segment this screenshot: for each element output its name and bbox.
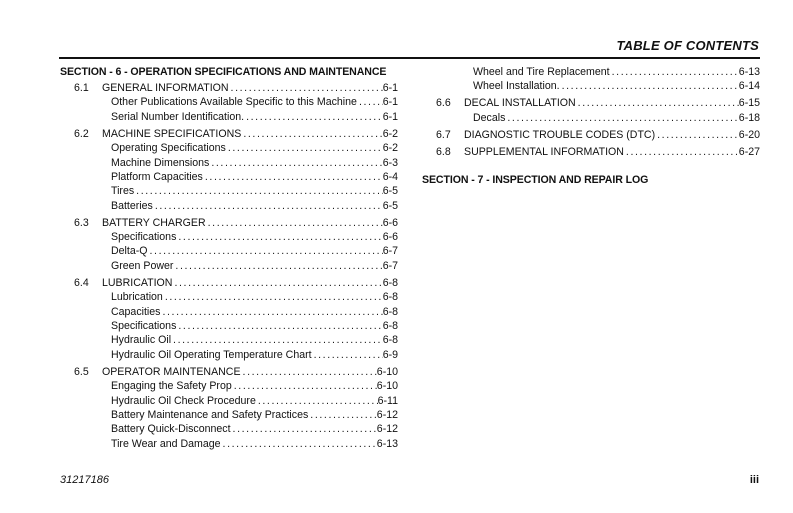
entry-title: Batteries (111, 199, 153, 212)
indent (60, 379, 111, 393)
entry-page: 6-5 (382, 199, 398, 212)
dot-leader (576, 96, 739, 110)
toc-group (60, 216, 398, 274)
dot-leader (232, 379, 377, 393)
toc-group (422, 96, 760, 125)
dot-leader (505, 111, 738, 125)
dot-leader (241, 127, 382, 141)
entry-page: 6-6 (382, 216, 398, 229)
dot-leader (163, 290, 383, 304)
entry-title: Specifications (111, 320, 177, 333)
toc-group (422, 128, 760, 142)
entry-page: 6-2 (382, 142, 398, 155)
dot-leader (176, 230, 382, 244)
indent (422, 111, 473, 125)
dot-leader (226, 141, 383, 155)
toc-section-entry[interactable] (60, 365, 398, 379)
dot-leader (655, 128, 739, 142)
entry-page: 6-5 (382, 185, 398, 198)
entry-title: MACHINE SPECIFICATIONS (102, 127, 242, 140)
entry-title: Hydraulic Oil (111, 334, 172, 347)
dot-leader (153, 199, 383, 213)
page-number: iii (749, 474, 759, 486)
entry-page: 6-13 (738, 66, 760, 78)
indent (60, 422, 111, 436)
entry-page: 6-18 (738, 111, 760, 124)
entry-title: Capacities (111, 305, 161, 318)
entry-page: 6-1 (382, 82, 398, 94)
indent (60, 230, 111, 244)
entry-title: Tire Wear and Damage (111, 437, 221, 450)
toc-group (60, 276, 398, 362)
dot-leader (203, 170, 383, 184)
entry-page: 6-7 (382, 259, 398, 272)
toc-left-column (60, 65, 398, 454)
entry-number: 6.8 (436, 145, 451, 158)
indent (60, 170, 111, 184)
entry-title: Green Power (111, 259, 174, 272)
dot-leader (148, 244, 383, 258)
entry-number: 6.1 (74, 82, 89, 94)
entry-title: Lubrication (111, 291, 163, 304)
entry-title: Operating Specifications (111, 142, 226, 155)
entry-title: Battery Maintenance and Safety Practices (111, 408, 309, 421)
toc-subsection-entry[interactable] (60, 305, 398, 319)
entry-page: 6-10 (376, 380, 398, 393)
indent (60, 290, 111, 304)
entry-page: 6-9 (382, 348, 398, 361)
entry-number: 6.2 (74, 127, 89, 140)
entry-number: 6.7 (436, 128, 451, 141)
toc-subsection-entry[interactable] (60, 379, 398, 393)
entry-page: 6-10 (376, 365, 398, 378)
document-number: 31217186 (60, 474, 109, 486)
indent (60, 95, 111, 109)
entry-page: 6-3 (382, 156, 398, 169)
entry-page: 6-14 (738, 80, 760, 93)
entry-page: 6-15 (738, 97, 760, 110)
entry-title: BATTERY CHARGER (102, 216, 206, 229)
dot-leader (624, 145, 739, 159)
entry-number: 6.5 (74, 365, 89, 378)
entry-title: SUPPLEMENTAL INFORMATION (464, 145, 624, 158)
entry-title: LUBRICATION (102, 276, 173, 289)
indent (422, 79, 473, 93)
toc-subsection-entry[interactable] (60, 319, 398, 333)
toc-section-entry[interactable] (422, 128, 760, 142)
toc-subsection-entry[interactable] (60, 437, 398, 451)
toc-subsection-entry[interactable] (60, 184, 398, 198)
dot-leader (206, 216, 383, 230)
entry-title: Machine Dimensions (111, 156, 210, 169)
entry-title: Battery Quick-Disconnect (111, 423, 231, 436)
dot-leader (209, 156, 382, 170)
entry-number: 6.4 (74, 276, 89, 289)
indent (60, 348, 111, 362)
toc-subsection-entry[interactable] (422, 111, 760, 125)
toc-group (60, 127, 398, 213)
indent (60, 408, 111, 422)
dot-leader (308, 408, 377, 422)
indent (60, 259, 111, 273)
toc-group (60, 81, 398, 124)
dot-leader (134, 184, 383, 198)
entry-page: 6-2 (382, 127, 398, 140)
dot-leader (173, 259, 382, 273)
entry-page: 6-8 (382, 305, 398, 318)
entry-page: 6-7 (382, 245, 398, 258)
entry-title: Other Publications Available Specific to this Machine (111, 96, 357, 109)
toc-subsection-entry[interactable] (60, 110, 398, 124)
toc-subsection-entry[interactable] (60, 422, 398, 436)
indent (60, 305, 111, 319)
entry-page: 6-4 (382, 170, 398, 183)
indent (60, 394, 111, 408)
entry-page: 6-12 (376, 423, 398, 436)
dot-leader (160, 305, 382, 319)
entry-title: Decals (473, 111, 506, 124)
toc-subsection-entry[interactable] (60, 244, 398, 258)
dot-leader (176, 319, 382, 333)
dot-leader (229, 81, 383, 95)
entry-page: 6-6 (382, 231, 398, 244)
entry-title: DIAGNOSTIC TROUBLE CODES (DTC) (464, 128, 656, 141)
toc-subsection-entry[interactable] (60, 333, 398, 347)
toc-subsection-entry[interactable] (60, 348, 398, 362)
entry-page: 6-20 (738, 128, 760, 141)
section-6-heading[interactable]: SECTION - 6 - OPERATION SPECIFICATIONS AND MAINTENANCE (60, 66, 387, 78)
indent (60, 199, 111, 213)
dot-leader (221, 437, 377, 451)
indent (60, 437, 111, 451)
entry-title: Hydraulic Oil Operating Temperature Chart (111, 348, 312, 361)
section-7-heading[interactable]: SECTION - 7 - INSPECTION AND REPAIR LOG (422, 174, 649, 187)
entry-title: Engaging the Safety Prop (111, 380, 232, 393)
dot-leader (244, 110, 383, 124)
entry-title: Wheel Installation. (473, 80, 560, 93)
entry-page: 6-13 (376, 437, 398, 450)
entry-number: 6.6 (436, 97, 451, 110)
toc-subsection-entry[interactable] (60, 199, 398, 213)
toc-subsection-entry[interactable] (422, 65, 760, 79)
entry-title: Serial Number Identification. (111, 110, 245, 123)
entry-page: 6-27 (738, 145, 760, 158)
toc-subsection-entry[interactable] (60, 290, 398, 304)
entry-title: Delta-Q (111, 245, 148, 258)
dot-leader (357, 95, 383, 109)
entry-title: Platform Capacities (111, 170, 203, 183)
toc-subsection-entry[interactable] (422, 79, 760, 93)
indent (60, 244, 111, 258)
indent (60, 184, 111, 198)
toc-subsection-entry[interactable] (60, 95, 398, 109)
toc-subsection-entry[interactable] (60, 141, 398, 155)
toc-right-column (422, 65, 760, 189)
entry-title: DECAL INSTALLATION (464, 97, 576, 110)
entry-page: 6-8 (382, 334, 398, 347)
toc-group (60, 365, 398, 451)
entry-page: 6-11 (377, 394, 398, 407)
page-title: TABLE OF CONTENTS (616, 38, 759, 53)
toc-group (422, 65, 760, 94)
toc-section-entry[interactable] (60, 127, 398, 141)
entry-title: Tires (111, 185, 135, 198)
toc-section-entry[interactable] (60, 216, 398, 230)
toc-section-entry[interactable] (60, 81, 398, 95)
toc-group (422, 145, 760, 159)
entry-page: 6-1 (382, 96, 398, 109)
entry-title: Hydraulic Oil Check Procedure (111, 394, 256, 407)
dot-leader (171, 333, 383, 347)
toc-subsection-entry[interactable] (60, 259, 398, 273)
indent (60, 333, 111, 347)
indent (60, 141, 111, 155)
entry-title: GENERAL INFORMATION (102, 82, 229, 94)
indent (60, 319, 111, 333)
entry-number: 6.3 (74, 216, 89, 229)
toc-subsection-entry[interactable] (60, 408, 398, 422)
dot-leader (610, 65, 739, 79)
entry-page: 6-8 (382, 320, 398, 333)
toc-subsection-entry[interactable] (60, 394, 398, 408)
toc-subsection-entry[interactable] (60, 230, 398, 244)
indent (60, 110, 111, 124)
indent (422, 65, 473, 79)
dot-leader (560, 79, 739, 93)
entry-title: Wheel and Tire Replacement (473, 66, 610, 78)
dot-leader (172, 276, 382, 290)
entry-page: 6-1 (382, 110, 398, 123)
toc-subsection-entry[interactable] (60, 156, 398, 170)
dot-leader (231, 422, 377, 436)
dot-leader (256, 394, 378, 408)
entry-page: 6-12 (376, 408, 398, 421)
indent (60, 156, 111, 170)
header-rule (59, 57, 760, 59)
toc-section-entry[interactable] (422, 145, 760, 159)
toc-section-entry[interactable] (60, 276, 398, 290)
entry-title: OPERATOR MAINTENANCE (102, 365, 241, 378)
entry-page: 6-8 (382, 276, 398, 289)
entry-page: 6-8 (382, 291, 398, 304)
dot-leader (241, 365, 377, 379)
toc-subsection-entry[interactable] (60, 170, 398, 184)
toc-section-entry[interactable] (422, 96, 760, 110)
entry-title: Specifications (111, 231, 177, 244)
dot-leader (312, 348, 383, 362)
